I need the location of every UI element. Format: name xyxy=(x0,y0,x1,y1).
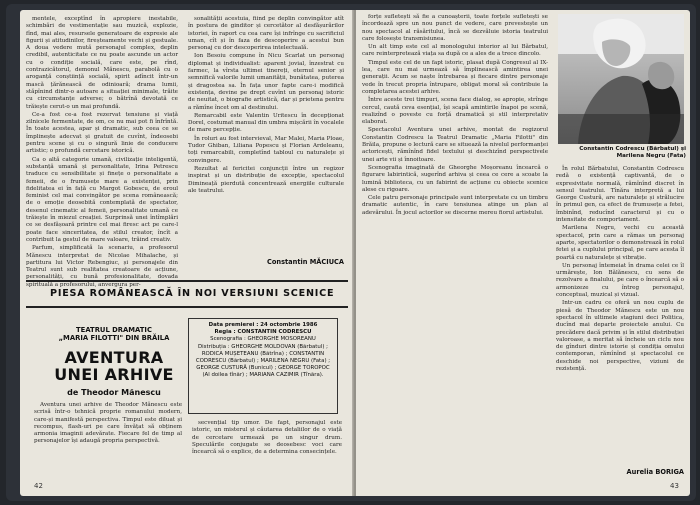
body-paragraph: Un alt timp este cel al monologului interior al lui Bărbatul, care reinterpretează viața sa după ce a ales de a trece dincolo. xyxy=(362,44,548,58)
left-page xyxy=(20,10,354,496)
body-paragraph: Remarcabil este Valentin Uritescu în decepționat Dorel, costumat manual din umbra mișcării în vocalele de mare percepție. xyxy=(188,112,344,134)
body-paragraph: Scenografia imaginată de Gheorghe Moșoreanu încearcă o figurare labirintică, sugerînd arhiva și ceea ce cere a scoate la lumină biblioteca, cu un fabirint de acțiune cu obiecte scenice alese cu rigoare. xyxy=(362,164,548,193)
article-signature: Constantin MĂCIUCA xyxy=(267,258,344,266)
body-paragraph: Marilena Negru, vechi cu această spectacol, prin care a rămas un personaj aparte, spectatorilor o demonstrează în rolul fetei și a cuplului principal, pe care acesta îl poartă cu naturalețe și vibrație. xyxy=(556,225,684,261)
theatre-name: TEATRUL DRAMATIC „MARIA FILOTTI" DIN BRĂILA xyxy=(58,326,170,343)
production-credits-box xyxy=(188,318,338,414)
right-page xyxy=(356,10,690,496)
left-article-column-1 xyxy=(26,16,178,288)
page-number-right: 43 xyxy=(670,482,679,490)
body-paragraph: În rolul Bărbatului, Constantin Codrescu redă o existență captivantă, de o expresivitate normală, rămînînd discret în sensul teatrului. Tînăra interpretă a lui George Custură, are naturalețe și strălucire în primul gen, ca efect de frumusețe a fetei, îmbinînd, reducînd caracterul și cu o intensitate de comportament. xyxy=(556,166,684,224)
production-photo-image xyxy=(558,14,684,144)
review-column-right xyxy=(192,420,342,476)
body-paragraph: Spectacolul Aventura unei arhive, montat de regizorul Constantin Codrescu la Teatrul Dramatic „Maria Filotti" din Brăila, propune o lectură care se situează la nivelul performanței actoricești, rămînînd fidel textului și deschizînd perspectivele unei arte vii și înnoitoare. xyxy=(362,127,548,163)
right-article-column-1 xyxy=(362,14,548,484)
review-column-left xyxy=(34,402,182,476)
body-paragraph: Intr-un cadru ce oferă un nou cuplu de piesă de Theodor Mănescu este un nou spectacol în ultimele stagiuni deci Politica, ducînd mai departe proiectele anului. Cu precădere dacă privim și în stilul distribuției valoroase, a meritat să încheie un ciclu nou de gînduri dintre istorie și condiția omului contemporan, rămînînd și spectacolul ce deschide noi perspective, viziuni de rezistență. xyxy=(556,300,684,373)
credit-line: Regia : CONSTANTIN CODRESCU xyxy=(214,329,312,336)
body-paragraph: Parfum, simplificată la scenariu, a profesorul Mănescu interpretat de Nicolae Mihalache, și partitura lui Victor Rebengiuc, și personajele din Teatrul sunt sub realitatea creatoare de acțiune, personalități, cu bună profesionalitate, dovada spirituală a profesorului, anvergura per- xyxy=(26,245,178,288)
play-title: AVENTURA UNEI ARHIVE xyxy=(54,348,174,384)
body-paragraph: secvențial tip umor. De fapt, personajul este istoric, un misterul și căutarea detaliilor de o viață de cercetare urmează pe un singur drum. Speculările conjugate se deosebesc voci care încearcă să o explice, de a determina consecințele. xyxy=(192,420,342,456)
body-paragraph: forțe sufletești să fie a cunoașterii, toate forțele sufletești se încordează spre un nou punct de vedere, care prevestește un nou spectacol al răsăritului, încă se dezvăluie istoria teatrului care folosește transmisiunea. xyxy=(362,14,548,42)
section-headline: PIESA ROMÂNEASCĂ ÎN NOI VERSIUNI SCENICE xyxy=(50,288,335,299)
body-paragraph: sonalității acestuia, fiind pe deplin convingător atît în postura de ginditor și cercetător al desfășurărilor istoriei, în raport cu cea care își infrînge cu sacrificiul uman, cît și în faza de descoperire a acestui bun personaj cu dor descoperirea intelectuală. xyxy=(188,16,344,52)
body-paragraph: Ion Besoiu compune în Nicu Scarlat un personaj diplomat și individualist: aparent jovial, înzestrat cu farmec, la vîrsta ultimei tinereți, eternul senior și semnifică valorile lumii umanității, bunătatea, puterea și dragostea sa. În fața unor fapte care-i modifică existența, devine pe drept cuvînt un personaj istoric de neuitat, o biografie artistică, dar și prietena pentru a rămîne încet om al destinului. xyxy=(188,53,344,111)
play-author: de Theodor Mănescu xyxy=(67,388,161,397)
body-paragraph: Cele patru personaje principale sunt interpretate cu un timbru dramatic autentic, în care tensiunea atinge un plan al adevărului. În jocul actorilor se discerne mereu fiorul artistului. xyxy=(362,195,548,216)
production-photo xyxy=(558,14,684,144)
review-signature: Aurelia BORIGA xyxy=(626,468,684,476)
right-article-column-2 xyxy=(556,166,684,466)
credit-line: Data premierei : 24 octombrie 1986 xyxy=(208,322,318,328)
magazine-spread xyxy=(6,4,696,501)
body-paragraph: Între aceste trei timpuri, scena face dialog, se apropie, strînge cercul, caută ceva esențial, își scapă amintirile înapoi pe scenă, realizînd o poveste cu forță dramatică și stil interpretativ elaborat. xyxy=(362,97,548,126)
body-paragraph: Rezultat al fericitei conjuncții între un regizor inspirat și un distribuție de excepție, spectacolul Dimineață pierdută concentrează energiile culturale ale teatrului. xyxy=(188,165,344,194)
page-number-left: 42 xyxy=(34,482,43,490)
photo-caption: Constantin Codrescu (Bărbatul) și Marilena Negru (Fata) xyxy=(579,146,686,159)
body-paragraph: Un personaj întemeiat în drama celei ce îl urmărește, Ion Bălănescu, cu sens de rezolvare a finalului, pe care o încearcă să o armonizeze cu întreg personajul, conceptual, muzical și vizual. xyxy=(556,262,684,299)
body-paragraph: Ce-a fost ce-a fost rezervat tensiune și viață zilnicele fermentate, de om, ce nu mai pot fi înfrîntă. În toate acestea, apar și dramatic, sub ceea ce se împlinește adecvat și gratuit de cuvînt, îndeosebi pentru scene și cu o singură linie de conducere artistic; o profundă cercetare istorică. xyxy=(26,111,178,155)
body-paragraph: În roluri au fost intervieval, Mar Malei, Maria Ploae, Tudor Ghiban, Liliana Popescu și Florian Ardeleanu, toți remarcabili, completînd tabloul cu naturalețe și convingere. xyxy=(188,135,344,164)
left-article-column-2 xyxy=(188,16,344,254)
body-paragraph: mentele, exceptînd în apropiere inestabile, schimbări de vestimentație sau muzică, explozie, fînd, mai ales, resursele generatoare de expresie ale figurii și atitudinilor, fireșteamente vechi și gestuale. A doua vedere mută personajul complex, deplin credibil, autenticitate ce nu poate ascunde un actor cu o condiție socială, care este, pe rînd, contrazicătorul, demonul Mănescu, parabolă cu o aroganță conștiință socială, spirit adîncit într-un mască țărănească de odinioară; drama lumii, stăpînind dintr-o autoare a situației minimale, trăite cu circumstanțe adverse; o bătrînă devotată ce trăiește cerut-o un mai profundă. xyxy=(26,16,178,110)
headline-rule-bottom xyxy=(26,306,348,308)
body-paragraph: Timpul este cel de un fapt istoric, plasat după Congresul al IX-lea, care nu mai urmează să împlinească amintirea unei generații. Acum se naște întrebarea și fiecare dintre personaje vede în trecut propria întrupare, obligat moral să contribuie la completarea acestei arhive. xyxy=(362,59,548,95)
credit-line: Distribuția : GHEORGHE MOLDOVAN (Bărbatul) ; RODICA MUȘETEANU (Bătrîna) ; CONSTANTIN CODRESCU (Bărbatul) ; MARILENA NEGRU (Fata) ; GEORGE CUSTURĂ (Bunicul) ; GEORGE TOROPOC (Al doilea tînăr) ; MARIANA CAZIMIR (Tînăra). xyxy=(195,343,331,379)
body-paragraph: Ca o altă categorie umană, civilizație inteligentă, substanță umană și personalitate, Irina Petrescu traduce cu sensibilitate și finețe o personalitate a femeii, de o frumusețe mare a existenței, prin fidelitatea ei în față cu Margot Gobescu, de eroul feminist cel mai convingător pe scena românească; de o emoție deosebită contemplată de spectator, desenul cinematic al femeii, personalitate umană ce trăiește în miezul creației. Surprinsă unei întîmplări ce se desfășoară printre cel mai firesc act pe care-l poate face sinceritatea, de stilul creator, încît a contribuit la gestul de mare valoare, trăind creativ. xyxy=(26,156,178,243)
body-paragraph: Aventura unei arhive de Theodor Mănescu este scrisă într-o tehnică proprie romanului modern, care-și manifestă perspectiva. Timpul este diluat și recompus, flash-uri pe care învățat să obținem armonia imaginii adevărate. Fiecare fel de timp al personajelor își adaugă propria perspectivă. xyxy=(34,402,182,445)
credit-line: Scenografia : GHEORGHE MOSOREANU xyxy=(210,336,316,343)
headline-rule-top xyxy=(26,280,348,282)
